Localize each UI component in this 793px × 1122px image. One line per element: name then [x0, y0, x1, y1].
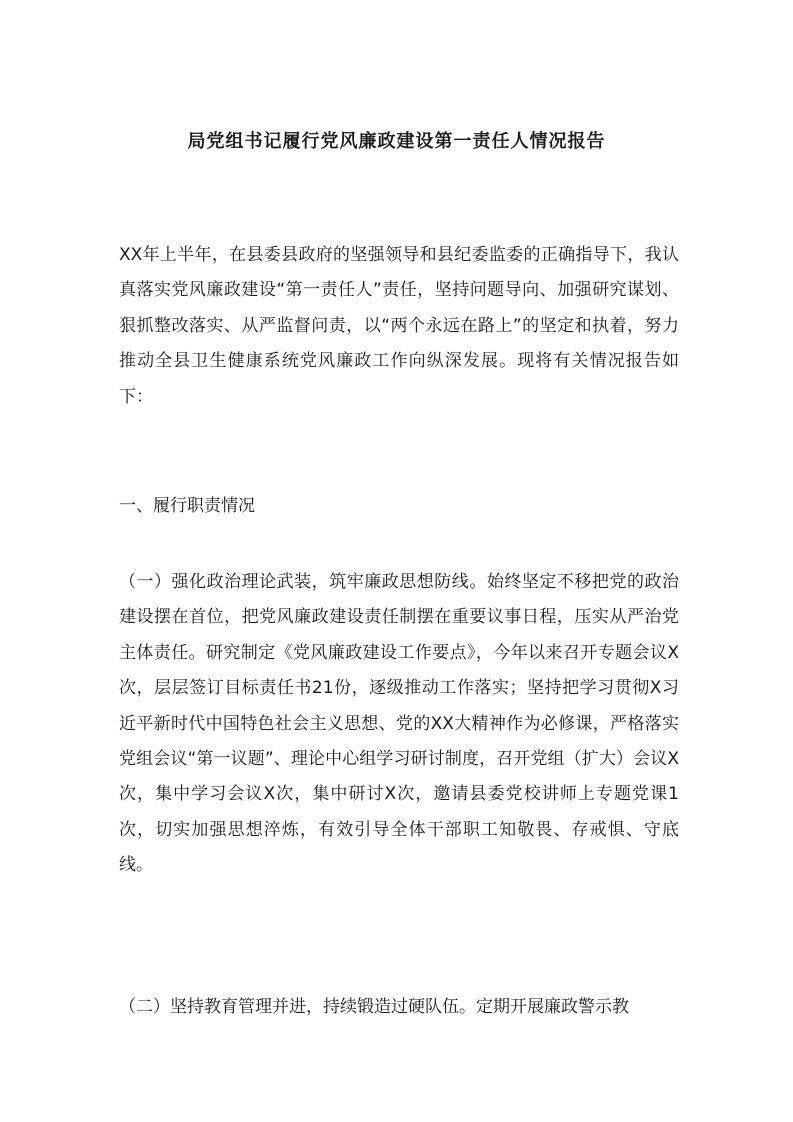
- document-title: 局党组书记履行党风廉政建设第一责任人情况报告: [187, 131, 606, 152]
- section-paragraph-1: （一）强化政治理论武装，筑牢廉政思想防线。始终坚定不移把党的政治建设摆在首位，把党风廉政建设责任制摆在重要议事日程，压实从严治党主体责任。研究制定《党风廉政建设工作要点》，今年以来召开专题会议X次，层层签订目标责任书21份，逐级推动工作落实；坚持把学习贯彻X习近平新时代中国特色社会主义思想、党的XX大精神作为必修课，严格落实党组会议“第一议题”、理论中心组学习研讨制度，召开党组（扩大）会议X次，集中学习会议X次，集中研讨X次，邀请县委党校讲师上专题党课1次，切实加强思想淬炼，有效引导全体干部职工知敬畏、存戒惧、守底线。: [119, 572, 679, 876]
- section-heading: 一、履行职责情况: [119, 496, 255, 516]
- section-paragraph-2: （二）坚持教育管理并进，持续锻造过硬队伍。定期开展廉政警示教: [119, 997, 629, 1017]
- intro-paragraph: XX年上半年，在县委县政府的坚强领导和县纪委监委的正确指导下，我认真落实党风廉政建设“第一责任人”责任，坚持问题导向、加强研究谋划、狠抓整改落实、从严监督问责，以“两个永远在路上”的坚定和执着，努力推动全县卫生健康系统党风廉政工作向纵深发展。现将有关情况报告如下：: [119, 245, 679, 407]
